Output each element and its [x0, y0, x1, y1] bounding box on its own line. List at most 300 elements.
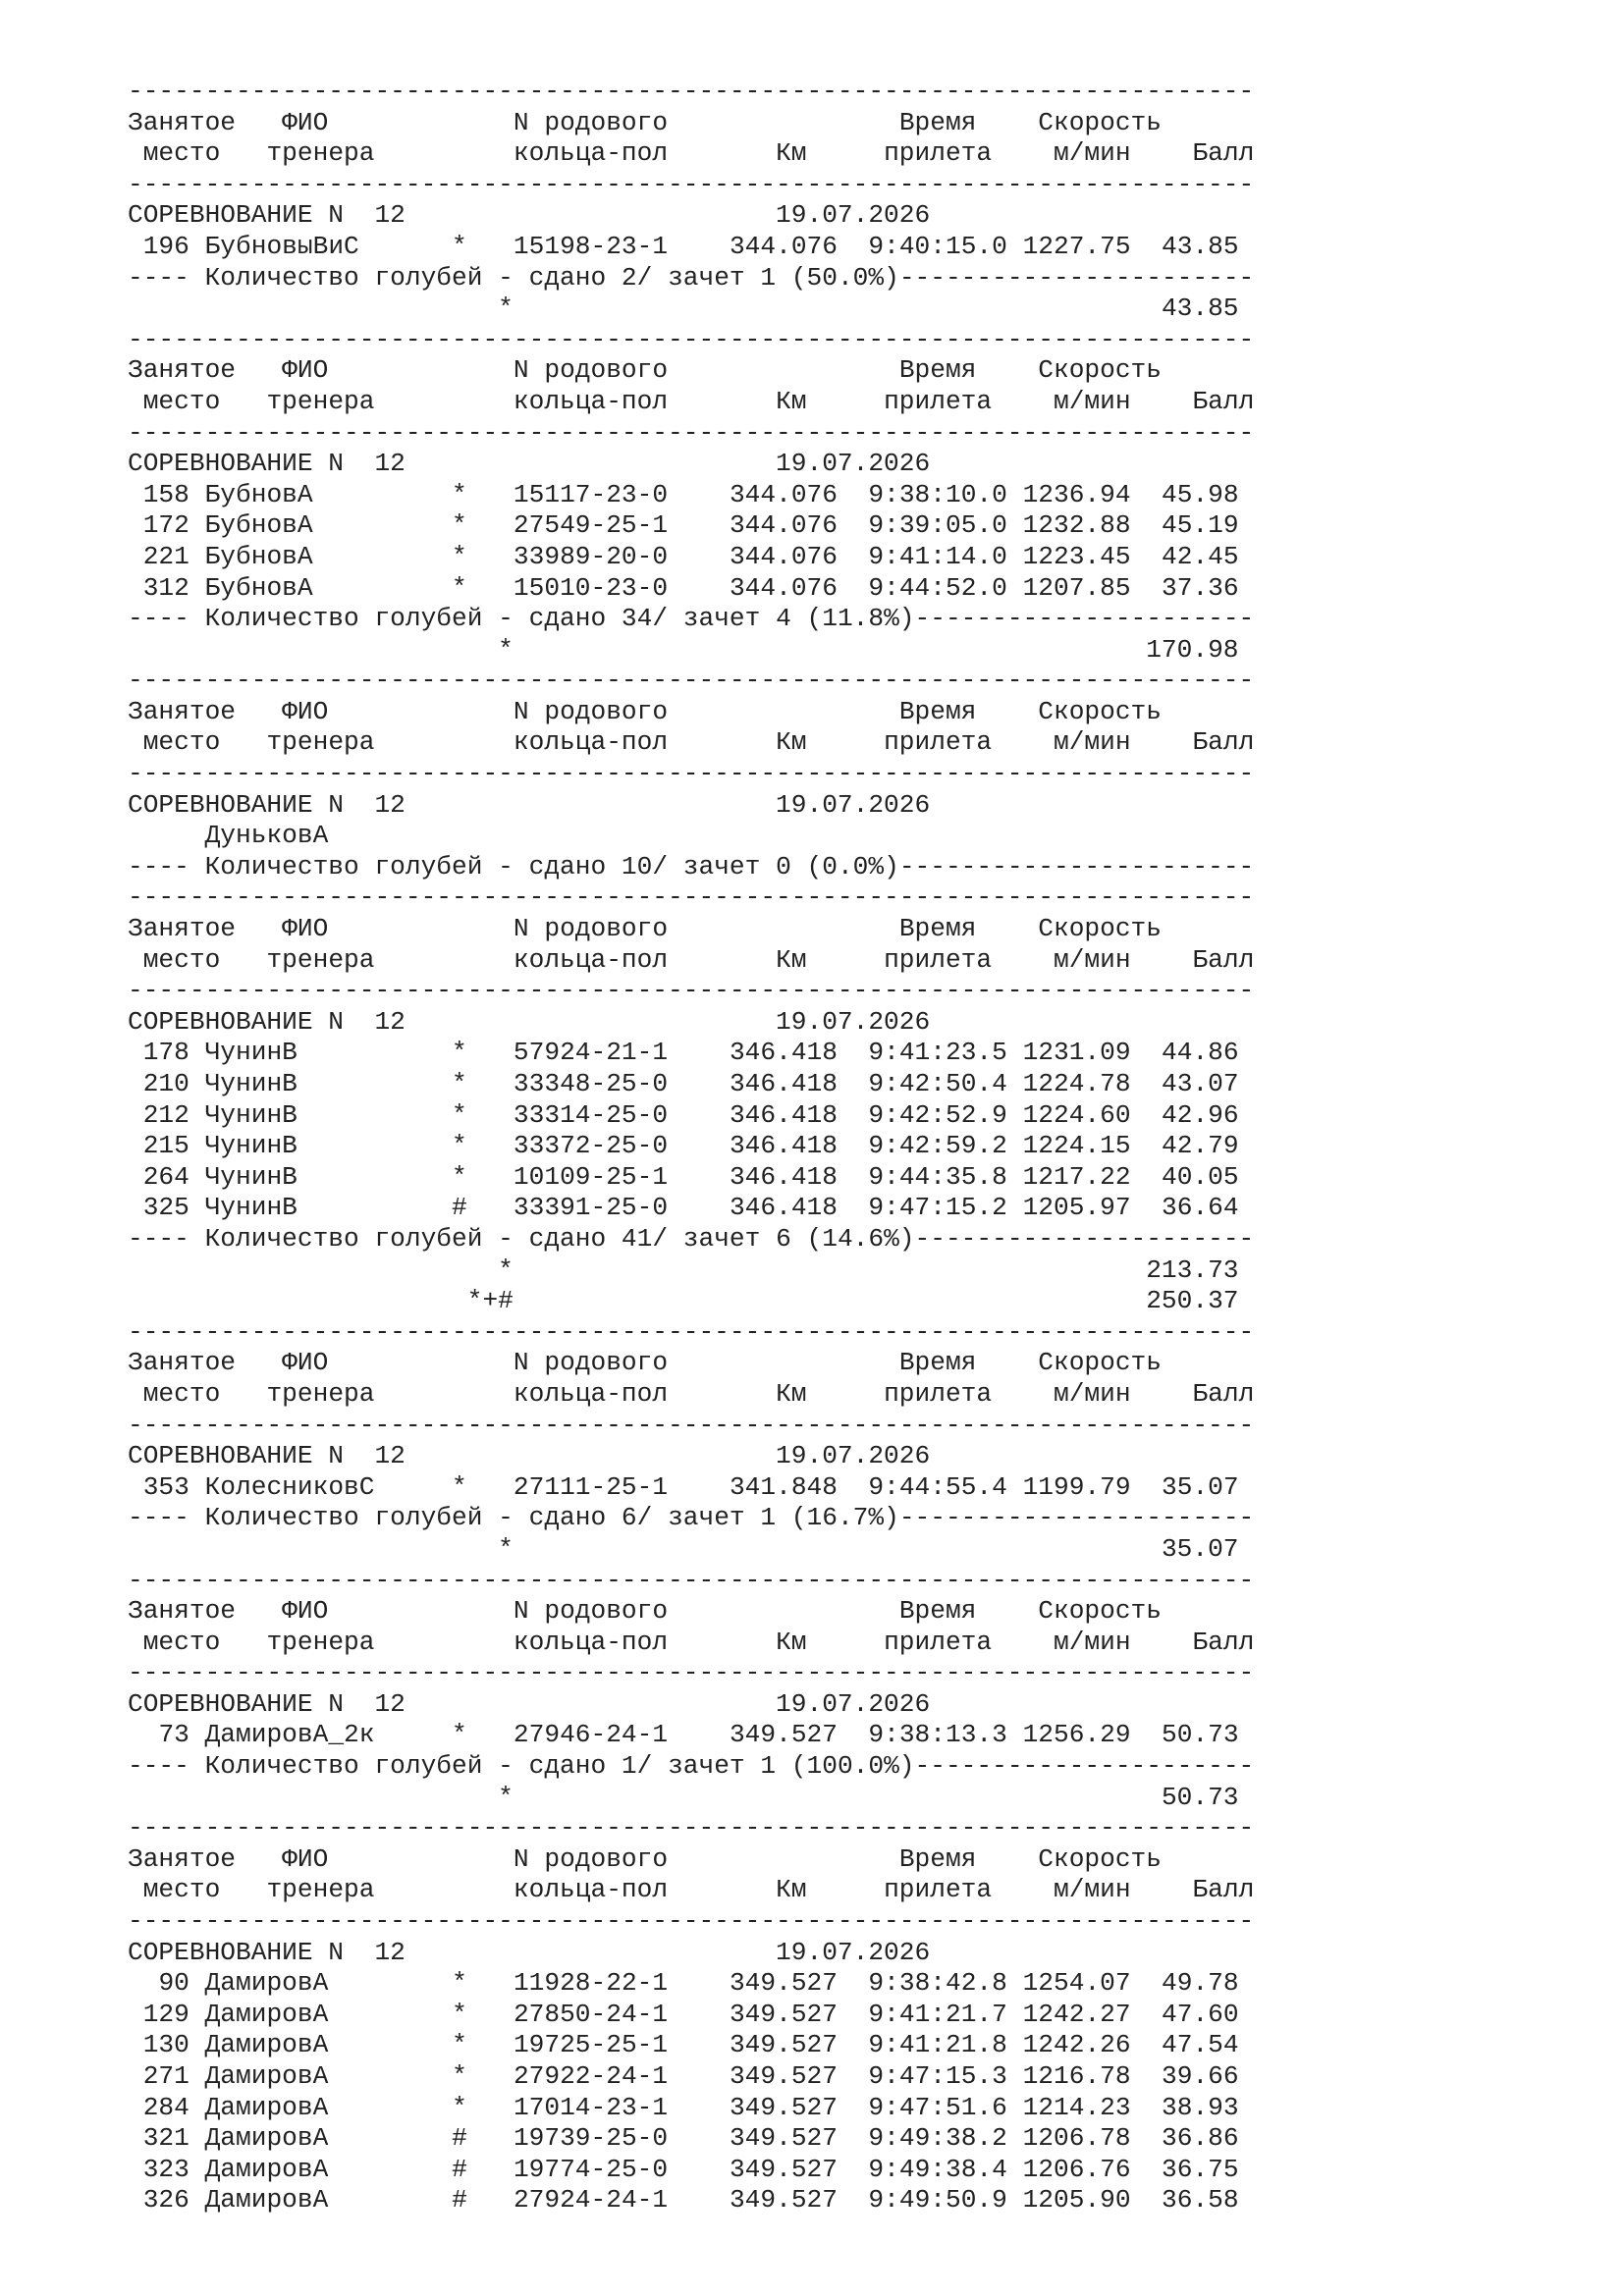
col-place-label: Занятое [128, 1843, 237, 1874]
competition-line [128, 1441, 1254, 1472]
col-time-label: Время [898, 696, 977, 726]
distance-km: 346.418 [729, 1131, 838, 1161]
col-ring-label: кольца-пол [513, 138, 669, 169]
result-row [128, 1100, 1254, 1132]
separator-line [128, 77, 1254, 108]
col-place-label: Занятое [128, 355, 237, 386]
speed: 1214.23 [1022, 2092, 1131, 2122]
dashed-rule: ------------------------------------------------------------------------- [128, 759, 1255, 789]
trainer-name: КолесниковС [204, 1471, 375, 1502]
result-row [128, 573, 1254, 605]
result-row [128, 480, 1254, 511]
separator-line [128, 325, 1254, 356]
speed: 1224.78 [1022, 1069, 1131, 1098]
col-time-label: прилета [884, 1627, 993, 1657]
separator-line [128, 1658, 1254, 1689]
mark: * [452, 1720, 467, 1750]
credited-count: 0 [776, 851, 791, 881]
summary-line: ---- Количество голубей - сдано 10/ зачет 0 (0.0%)----------------------- [128, 851, 1255, 881]
result-row [128, 2123, 1254, 2155]
trainer-name: ЧунинВ [204, 1193, 298, 1223]
ring-number: 19774-25-0 [513, 2154, 669, 2184]
speed: 1232.88 [1022, 510, 1131, 541]
total-value: 43.85 [1161, 294, 1239, 324]
dashed-rule: ------------------------------------------------------------------------- [128, 1565, 1255, 1595]
col-score-label: Балл [1192, 138, 1255, 169]
score: 43.85 [1162, 231, 1239, 261]
credited-percent: (100.0%) [790, 1751, 915, 1782]
competition-line [128, 1007, 1254, 1039]
col-name-label: тренера [266, 1627, 375, 1657]
trainer-name: ЧунинВ [204, 1069, 298, 1098]
arrival-time: 9:42:59.2 [868, 1131, 1007, 1161]
trainer-name: БубновА [204, 479, 313, 509]
summary-credited-label: зачет [668, 1503, 745, 1533]
header-row-2 [128, 945, 1254, 977]
competition-line [128, 790, 1254, 822]
col-ring-label: N родового [513, 1348, 669, 1378]
mark: # [452, 2154, 467, 2184]
trainer-name: БубновА [204, 510, 313, 541]
distance-km: 349.527 [729, 1999, 838, 2029]
dashed-rule: ------------------------------------------------------------------------- [128, 1410, 1255, 1440]
summary-prefix: ---- [128, 1223, 205, 1254]
total-line [128, 1534, 1254, 1566]
ring-number: 19739-25-0 [513, 2123, 669, 2154]
total-line [128, 635, 1254, 667]
trainer-name: ЧунинВ [204, 1131, 298, 1161]
distance-km: 349.527 [729, 2185, 838, 2216]
col-km-label: Км [776, 138, 807, 169]
col-name-label: ФИО [282, 355, 329, 386]
dashed-rule: ------------------------------------------------------------------------- [128, 417, 1255, 448]
arrival-time: 9:41:21.8 [868, 2030, 1007, 2060]
speed: 1224.15 [1022, 1131, 1131, 1161]
result-row [128, 2000, 1254, 2031]
submitted-count: 34 [621, 604, 653, 634]
place: 312 [142, 572, 189, 603]
arrival-time: 9:44:55.4 [868, 1471, 1007, 1502]
summary-credited-label: зачет [668, 262, 745, 293]
col-place-label: место [142, 138, 221, 169]
col-name-label: ФИО [282, 1843, 329, 1874]
col-ring-label: кольца-пол [513, 1378, 669, 1409]
header-row-2 [128, 387, 1254, 418]
summary-birds-label: Количество голубей [204, 1751, 483, 1782]
dashed-rule: ------------------------------------------------------------------------- [128, 1316, 1255, 1347]
score: 45.19 [1162, 510, 1239, 541]
dashed-rule: ------------------------------------------------------------------------- [128, 882, 1255, 913]
separator-line [128, 666, 1254, 697]
summary-birds-label: Количество голубей [204, 851, 483, 881]
score: 49.78 [1162, 1968, 1239, 1999]
summary-prefix: ---- [128, 262, 205, 293]
arrival-time: 9:44:52.0 [868, 572, 1007, 603]
ring-number: 27924-24-1 [513, 2185, 669, 2216]
ring-number: 33348-25-0 [513, 1069, 669, 1098]
col-time-label: прилета [884, 1875, 993, 1905]
total-line [128, 1783, 1254, 1814]
credited-count: 6 [776, 1223, 791, 1254]
separator-line [128, 759, 1254, 790]
summary-birds-label: Количество голубей [204, 604, 483, 634]
competition-date: 19.07.2026 [776, 1688, 931, 1719]
distance-km: 344.076 [729, 231, 838, 261]
col-ring-label: N родового [513, 696, 669, 726]
ring-number: 27946-24-1 [513, 1720, 669, 1750]
col-speed-label: Скорость [1038, 1348, 1162, 1378]
summary-birds-label: Количество голубей [204, 262, 483, 293]
col-score-label: Балл [1192, 386, 1255, 416]
speed: 1217.22 [1022, 1161, 1131, 1192]
ring-number: 33372-25-0 [513, 1131, 669, 1161]
ring-number: 27111-25-1 [513, 1471, 669, 1502]
col-place-label: место [142, 386, 221, 416]
speed: 1242.26 [1022, 2030, 1131, 2060]
col-place-label: Занятое [128, 107, 237, 137]
col-name-label: тренера [266, 727, 375, 758]
col-place-label: Занятое [128, 696, 237, 726]
submitted-count: 41 [621, 1223, 653, 1254]
speed: 1205.97 [1022, 1193, 1131, 1223]
summary-credited-label: зачет [682, 1223, 761, 1254]
result-row [128, 1720, 1254, 1751]
place: 353 [142, 1471, 189, 1502]
trainer-name: ДамировА [204, 2123, 329, 2154]
competition-date: 19.07.2026 [776, 1937, 931, 1967]
ring-number: 10109-25-1 [513, 1161, 669, 1192]
summary-prefix: ---- [128, 604, 205, 634]
col-time-label: прилета [884, 1378, 993, 1409]
col-place-label: место [142, 944, 221, 975]
trainer-name: ДамировА [204, 1968, 329, 1999]
col-ring-label: кольца-пол [513, 1875, 669, 1905]
total-mark: * [498, 1255, 514, 1285]
col-time-label: прилета [884, 386, 993, 416]
col-score-label: Балл [1192, 727, 1255, 758]
col-ring-label: N родового [513, 914, 669, 944]
place: 271 [142, 2061, 189, 2091]
mark: * [452, 1069, 467, 1098]
speed: 1256.29 [1022, 1720, 1131, 1750]
summary-birds-label: Количество голубей [204, 1503, 483, 1533]
total-value: 250.37 [1146, 1286, 1239, 1316]
score: 40.05 [1162, 1161, 1239, 1192]
place: 129 [142, 1999, 189, 2029]
place: 326 [142, 2185, 189, 2216]
score: 42.96 [1162, 1099, 1239, 1130]
col-km-label: Км [776, 944, 807, 975]
col-name-label: ФИО [282, 914, 329, 944]
distance-km: 349.527 [729, 2092, 838, 2122]
result-row [128, 1069, 1254, 1100]
mark: * [452, 2061, 467, 2091]
dashed-rule: ------------------------------------------------------------------------- [128, 976, 1255, 1006]
arrival-time: 9:42:52.9 [868, 1099, 1007, 1130]
col-time-label: Время [898, 1596, 977, 1627]
speed: 1206.78 [1022, 2123, 1131, 2154]
ring-number: 15117-23-0 [513, 479, 669, 509]
distance-km: 344.076 [729, 541, 838, 571]
speed: 1223.45 [1022, 541, 1131, 571]
col-ring-label: N родового [513, 107, 669, 137]
mark: # [452, 2123, 467, 2154]
separator-line [128, 1813, 1254, 1844]
col-place-label: Занятое [128, 1596, 237, 1627]
distance-km: 344.076 [729, 510, 838, 541]
summary-prefix: ---- [128, 1503, 205, 1533]
col-name-label: тренера [266, 386, 375, 416]
speed: 1206.76 [1022, 2154, 1131, 2184]
col-km-label: Км [776, 1378, 807, 1409]
header-row-2 [128, 1628, 1254, 1659]
ring-number: 11928-22-1 [513, 1968, 669, 1999]
arrival-time: 9:47:15.3 [868, 2061, 1007, 2091]
col-name-label: ФИО [282, 696, 329, 726]
result-row [128, 1472, 1254, 1504]
submitted-count: 10 [621, 851, 653, 881]
mark: * [452, 479, 467, 509]
col-speed-label: м/мин [1053, 1875, 1131, 1905]
mark: * [452, 2030, 467, 2060]
col-name-label: тренера [266, 944, 375, 975]
place: 323 [142, 2154, 189, 2184]
header-row-1 [128, 1844, 1254, 1876]
arrival-time: 9:47:51.6 [868, 2092, 1007, 2122]
competition-title: СОРЕВНОВАНИЕ N 12 [128, 449, 406, 479]
ring-number: 33989-20-0 [513, 541, 669, 571]
distance-km: 349.527 [729, 2030, 838, 2060]
summary-credited-label: зачет [682, 604, 761, 634]
total-mark: * [498, 1533, 514, 1564]
place: 172 [142, 510, 189, 541]
arrival-time: 9:49:50.9 [868, 2185, 1007, 2216]
dashed-rule: ------------------------------------------------------------------------- [128, 77, 1255, 106]
arrival-time: 9:47:15.2 [868, 1193, 1007, 1223]
summary-submitted-label: сдано [528, 262, 607, 293]
competition-date: 19.07.2026 [776, 789, 931, 820]
mark: # [452, 2185, 467, 2216]
competition-line [128, 1938, 1254, 1969]
arrival-time: 9:42:50.4 [868, 1069, 1007, 1098]
separator-line [128, 170, 1254, 201]
trainer-name: ДамировА [204, 2154, 329, 2184]
credited-percent: (14.6%) [806, 1223, 915, 1254]
summary-prefix: ---- [128, 1751, 205, 1782]
header-row-1 [128, 914, 1254, 945]
summary-line: ---- Количество голубей - сдано 1/ зачет 1 (100.0%)---------------------- [128, 1751, 1255, 1782]
arrival-time: 9:49:38.2 [868, 2123, 1007, 2154]
speed: 1205.90 [1022, 2185, 1131, 2216]
result-row [128, 2155, 1254, 2186]
distance-km: 349.527 [729, 1968, 838, 1999]
result-row [128, 1162, 1254, 1194]
place: 158 [142, 479, 189, 509]
dashed-rule: ------------------------------------------------------------------------- [128, 1658, 1255, 1688]
mark: * [452, 231, 467, 261]
mark: * [452, 1131, 467, 1161]
col-speed-label: м/мин [1053, 1627, 1131, 1657]
result-row [128, 1038, 1254, 1069]
separator-line [128, 418, 1254, 450]
competition-title: СОРЕВНОВАНИЕ N 12 [128, 789, 406, 820]
header-row-1 [128, 1348, 1254, 1379]
ring-number: 19725-25-1 [513, 2030, 669, 2060]
submitted-count: 1 [621, 1751, 637, 1782]
result-row [128, 510, 1254, 542]
score: 36.58 [1162, 2185, 1239, 2216]
distance-km: 344.076 [729, 572, 838, 603]
score: 47.60 [1162, 1999, 1239, 2029]
score: 50.73 [1162, 1720, 1239, 1750]
col-score-label: Балл [1192, 1378, 1255, 1409]
total-value: 35.07 [1161, 1533, 1239, 1564]
summary-submitted-label: сдано [528, 1503, 607, 1533]
score: 42.45 [1162, 541, 1239, 571]
col-ring-label: кольца-пол [513, 1627, 669, 1657]
place: 212 [142, 1099, 189, 1130]
place: 221 [142, 541, 189, 571]
distance-km: 349.527 [729, 1720, 838, 1750]
distance-km: 346.418 [729, 1099, 838, 1130]
competition-date: 19.07.2026 [776, 449, 931, 479]
result-row [128, 232, 1254, 263]
col-speed-label: Скорость [1038, 1843, 1162, 1874]
total-mark: *+# [466, 1286, 514, 1316]
result-row [128, 1131, 1254, 1162]
trainer-name: ДамировА [204, 1999, 329, 2029]
total-mark: * [498, 634, 514, 665]
mark: * [452, 1161, 467, 1192]
speed: 1199.79 [1022, 1471, 1131, 1502]
total-value: 50.73 [1161, 1782, 1239, 1812]
results-report [128, 77, 1254, 2216]
competition-title: СОРЕВНОВАНИЕ N 12 [128, 1688, 406, 1719]
competition-title: СОРЕВНОВАНИЕ N 12 [128, 1937, 406, 1967]
col-place-label: место [142, 1378, 221, 1409]
col-name-label: ФИО [282, 107, 329, 137]
score: 35.07 [1162, 1471, 1239, 1502]
arrival-time: 9:38:42.8 [868, 1968, 1007, 1999]
place: 90 [158, 1968, 189, 1999]
col-ring-label: кольца-пол [513, 944, 669, 975]
col-speed-label: Скорость [1038, 696, 1162, 726]
separator-line [128, 976, 1254, 1007]
result-row [128, 2061, 1254, 2093]
dashed-rule: ------------------------------------------------------------------------- [128, 1813, 1255, 1843]
trainer-name: ДамировА [204, 2092, 329, 2122]
place: 325 [142, 1193, 189, 1223]
speed: 1242.27 [1022, 1999, 1131, 2029]
summary-credited-label: зачет [668, 1751, 745, 1782]
score: 42.79 [1162, 1131, 1239, 1161]
place: 73 [158, 1720, 189, 1750]
place: 321 [142, 2123, 189, 2154]
col-speed-label: Скорость [1038, 355, 1162, 386]
total-line [128, 294, 1254, 325]
mark: # [452, 1193, 467, 1223]
col-ring-label: кольца-пол [513, 727, 669, 758]
col-name-label: ФИО [282, 1596, 329, 1627]
col-time-label: прилета [884, 944, 993, 975]
credited-percent: (16.7%) [790, 1503, 899, 1533]
header-row-1 [128, 697, 1254, 728]
speed: 1227.75 [1022, 231, 1131, 261]
separator-line [128, 1906, 1254, 1938]
total-value: 213.73 [1146, 1255, 1239, 1285]
col-km-label: Км [776, 1627, 807, 1657]
speed: 1254.07 [1022, 1968, 1131, 1999]
result-row [128, 542, 1254, 573]
mark: * [452, 2092, 467, 2122]
ring-number: 15010-23-0 [513, 572, 669, 603]
place: 178 [142, 1038, 189, 1068]
trainer-name: БубновА [204, 541, 313, 571]
competition-date: 19.07.2026 [776, 1441, 931, 1471]
arrival-time: 9:38:13.3 [868, 1720, 1007, 1750]
result-row [128, 1193, 1254, 1224]
total-value: 170.98 [1146, 634, 1239, 665]
mark: * [452, 541, 467, 571]
score: 36.75 [1162, 2154, 1239, 2184]
col-speed-label: Скорость [1038, 107, 1162, 137]
col-time-label: Время [898, 1348, 977, 1378]
summary-line: ---- Количество голубей - сдано 6/ зачет 1 (16.7%)----------------------- [128, 1503, 1255, 1533]
col-name-label: тренера [266, 138, 375, 169]
col-km-label: Км [776, 386, 807, 416]
result-row [128, 2093, 1254, 2124]
col-speed-label: м/мин [1053, 944, 1131, 975]
col-km-label: Км [776, 1875, 807, 1905]
score: 37.36 [1162, 572, 1239, 603]
col-place-label: место [142, 1875, 221, 1905]
distance-km: 346.418 [729, 1069, 838, 1098]
score: 39.66 [1162, 2061, 1239, 2091]
col-speed-label: Скорость [1038, 914, 1162, 944]
mark: * [452, 1038, 467, 1068]
summary-line: ---- Количество голубей - сдано 41/ зачет 6 (14.6%)---------------------- [128, 1223, 1255, 1254]
summary-credited-label: зачет [682, 851, 761, 881]
ring-number: 17014-23-1 [513, 2092, 669, 2122]
summary-submitted-label: сдано [528, 1751, 607, 1782]
col-score-label: Балл [1192, 944, 1255, 975]
mark: * [452, 1471, 467, 1502]
col-ring-label: N родового [513, 1843, 669, 1874]
credited-count: 1 [760, 1503, 777, 1533]
col-score-label: Балл [1192, 1627, 1255, 1657]
header-row-2 [128, 727, 1254, 759]
col-place-label: Занятое [128, 1348, 237, 1378]
arrival-time: 9:44:35.8 [868, 1161, 1007, 1192]
summary-line: ---- Количество голубей - сдано 2/ зачет 1 (50.0%)----------------------- [128, 262, 1255, 293]
header-row-2 [128, 138, 1254, 170]
credited-count: 1 [760, 262, 777, 293]
competition-line [128, 449, 1254, 480]
dashed-rule: ------------------------------------------------------------------------- [128, 1906, 1255, 1937]
place: 130 [142, 2030, 189, 2060]
col-place-label: место [142, 1627, 221, 1657]
trainer-name: БубновА [204, 572, 313, 603]
ring-number: 33314-25-0 [513, 1099, 669, 1130]
ring-number: 33391-25-0 [513, 1193, 669, 1223]
speed: 1207.85 [1022, 572, 1131, 603]
col-speed-label: Скорость [1038, 1596, 1162, 1627]
score: 44.86 [1162, 1038, 1239, 1068]
total-mark: * [498, 294, 514, 324]
distance-km: 346.418 [729, 1193, 838, 1223]
credited-percent: (50.0%) [790, 262, 899, 293]
credited-count: 1 [760, 1751, 777, 1782]
